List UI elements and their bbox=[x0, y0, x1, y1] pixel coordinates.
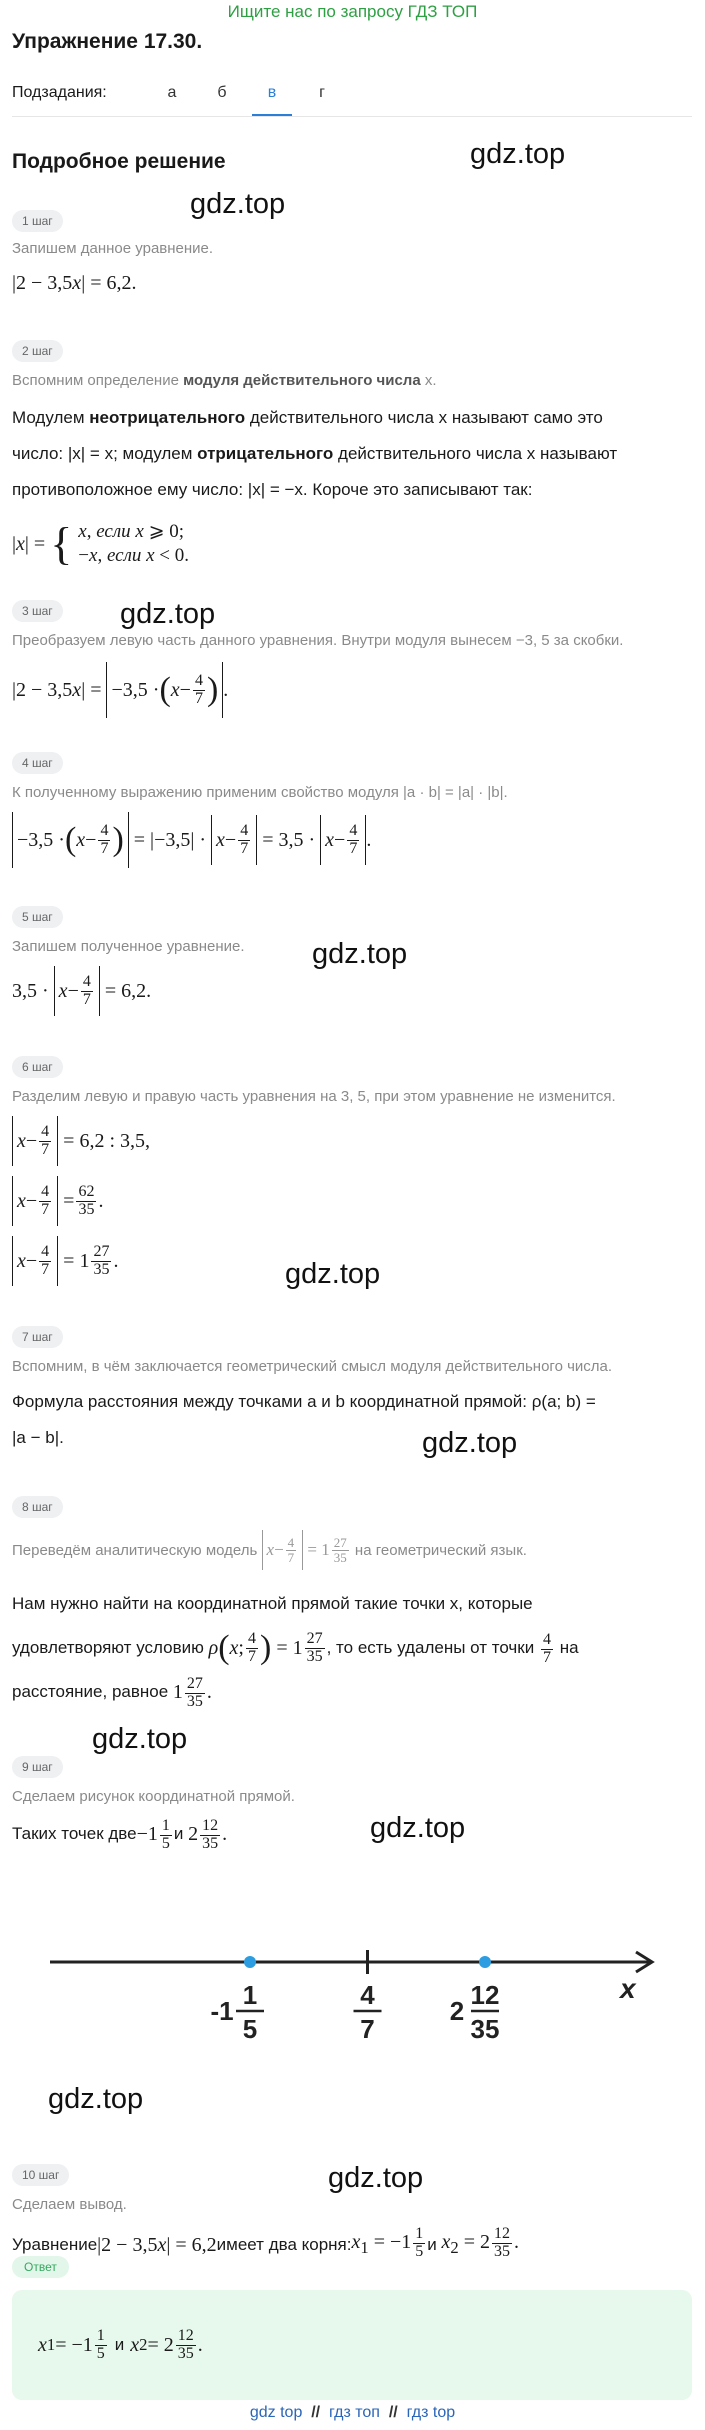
watermark: gdz.top bbox=[120, 598, 216, 630]
equation: |2 − 3,5 x | = 6,2. bbox=[12, 272, 137, 294]
subtasks-label: Подзадания: bbox=[12, 84, 107, 101]
equation: 3,5 · x − $\frac{4}{7}$ = 6,2. bbox=[12, 966, 151, 1016]
step-badge: 5 шаг bbox=[12, 906, 63, 928]
footer-link[interactable]: гдз топ bbox=[329, 2404, 380, 2421]
equation: |2 − 3,5 x | = −3,5 · ( x − $\frac{4}{7}$ ) . bbox=[12, 662, 228, 718]
watermark: gdz.top bbox=[92, 1723, 188, 1755]
step-badge: 7 шаг bbox=[12, 1326, 63, 1348]
step-note: К полученному выражению применим свойство модуля |a · b| = |a| · |b|. bbox=[12, 784, 508, 801]
equation: x − $\frac{4}{7}$ = 1 $\frac{27}{35}$ . bbox=[12, 1236, 118, 1286]
step-note: Запишем полученное уравнение. bbox=[12, 938, 245, 955]
watermark: gdz.top bbox=[328, 2162, 424, 2194]
equation: x − $\frac{4}{7}$ = 6,2 : 3,5, bbox=[12, 1116, 150, 1166]
step-note: Сделаем рисунок координатной прямой. bbox=[12, 1788, 295, 1805]
watermark: gdz.top bbox=[470, 138, 566, 170]
answer-box: x 1 = −1 $\frac{1}{5}$ и x 2 = 2 $\frac{12}{35}$ . bbox=[12, 2290, 692, 2400]
search-banner: Ищите нас по запросу ГДЗ ТОП bbox=[227, 2, 478, 21]
watermark: gdz.top bbox=[48, 2083, 144, 2115]
piecewise-definition: | x | = { x, если x ⩾ 0; −x, если x < 0. bbox=[12, 518, 190, 569]
tick-label-denominator: 5 bbox=[242, 2014, 258, 2044]
step-badge: 4 шаг bbox=[12, 752, 63, 774]
tick-label-whole: 2 bbox=[449, 1996, 465, 2026]
tick-label-denominator: 35 bbox=[470, 2014, 500, 2044]
watermark: gdz.top bbox=[370, 1812, 466, 1844]
page-title: Упражнение 17.30. bbox=[12, 30, 203, 53]
tab-v[interactable]: в bbox=[252, 84, 292, 116]
solution-heading: Подробное решение bbox=[12, 150, 226, 173]
step-badge: 8 шаг bbox=[12, 1496, 63, 1518]
tab-a[interactable]: а bbox=[167, 84, 177, 101]
tick-label-denominator: 7 bbox=[360, 2014, 375, 2044]
points-text: Таких точек две −1 $\frac{1}{5}$ и 2 $\frac{12}{35}$ . bbox=[12, 1817, 228, 1852]
footer-link[interactable]: гдз top bbox=[406, 2404, 456, 2421]
footer-links: gdz top // гдз топ // гдз top bbox=[249, 2404, 456, 2421]
watermark: gdz.top bbox=[190, 188, 286, 220]
step-note: Переведём аналитическую модель x − $\frac{4}{7}$ = 1 $\frac{27}{35}$ на геометрический язык. bbox=[12, 1530, 527, 1570]
tab-g[interactable]: г bbox=[319, 84, 325, 101]
number-line bbox=[0, 1920, 705, 2070]
step-badge: 3 шаг bbox=[12, 600, 63, 622]
step-note: Вспомним, в чём заключается геометрический смысл модуля действительного числа. bbox=[12, 1358, 613, 1375]
number-line-point bbox=[479, 1956, 491, 1968]
step-note: Преобразуем левую часть данного уравнения. Внутри модуля вынесем −3, 5 за скобки. bbox=[12, 632, 624, 649]
step-badge: 2 шаг bbox=[12, 340, 63, 362]
equation: −3,5 · ( x − $\frac{4}{7}$ ) = |−3,5| · x − $\frac{4}{7}$ = 3,5 · x − $\frac{4}{7}$ . bbox=[12, 812, 371, 868]
footer-link[interactable]: gdz top bbox=[249, 2404, 303, 2421]
distance-formula-text: Формула расстояния между точками a и b координатной прямой: ρ(a; b) = |a − b|. bbox=[12, 1392, 596, 1447]
tick-label-numerator: 1 bbox=[242, 1980, 258, 2010]
watermark: gdz.top bbox=[422, 1427, 518, 1459]
step-badge: 6 шаг bbox=[12, 1056, 63, 1078]
equation: x − $\frac{4}{7}$ = $\frac{62}{35}$ . bbox=[12, 1176, 103, 1226]
step-note: Запишем данное уравнение. bbox=[12, 240, 214, 257]
tab-b[interactable]: б bbox=[217, 84, 227, 101]
step-badge: 9 шаг bbox=[12, 1756, 63, 1778]
watermark: gdz.top bbox=[312, 938, 408, 970]
number-line-point bbox=[244, 1956, 256, 1968]
watermark: gdz.top bbox=[285, 1258, 381, 1290]
tick-label-numerator: 12 bbox=[470, 1980, 500, 2010]
definition-text: Модулем неотрицательного действительного числа x называют само это число: |x| = x; модулем отрицательного действительного числа x называют противоположное ему число: |x| = −x. Короче это записывают так: bbox=[12, 408, 618, 499]
answer-badge: Ответ bbox=[12, 2256, 69, 2278]
step-badge: 1 шаг bbox=[12, 210, 63, 232]
step-badge: 10 шаг bbox=[12, 2164, 69, 2186]
tick-label-numerator: 4 bbox=[360, 1980, 375, 2010]
step-note: Разделим левую и правую часть уравнения на 3, 5, при этом уравнение не изменится. bbox=[12, 1088, 616, 1105]
step-note: Вспомним определение модуля действительного числа x. bbox=[12, 372, 437, 389]
tick-label-whole: -1 bbox=[210, 1996, 234, 2026]
geometric-text: Нам нужно найти на координатной прямой такие точки x, которые удовлетворяют условию ρ ( x ; $\frac{4}{7}$ ) = 1 $\frac{27}{35}$ , то есть удалены от точки $\frac{4}{7}$ на расстояние, равное 1 $\frac{27}{35}$ . bbox=[12, 1594, 579, 1710]
axis-label: x bbox=[620, 1973, 636, 2004]
step-note: Сделаем вывод. bbox=[12, 2196, 127, 2213]
conclusion-text: Уравнение |2 − 3,5x| = 6,2 имеет два корня: $x_1 = -1$ $\frac{1}{5}$ и $x_2 = 2$ $\frac{12}{35}$ . bbox=[12, 2225, 520, 2260]
subtask-tabs bbox=[12, 84, 692, 117]
